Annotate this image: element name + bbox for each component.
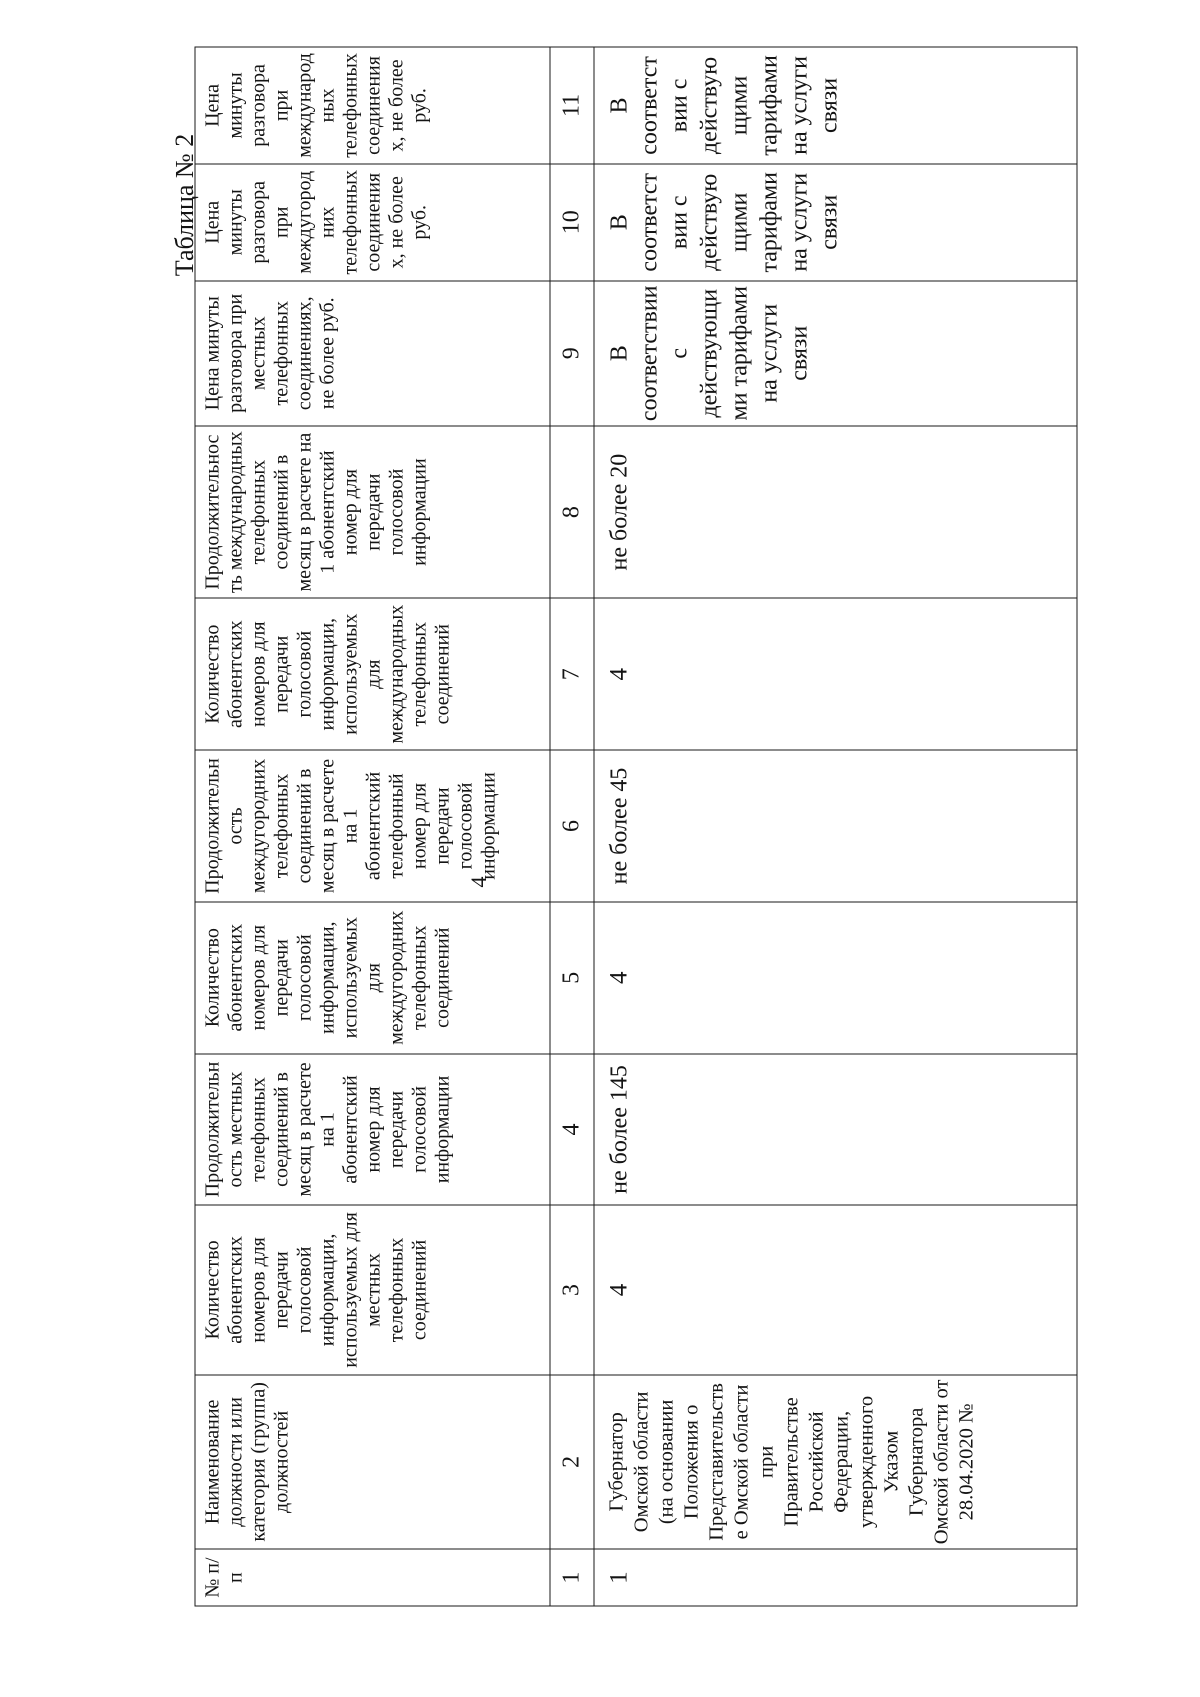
position-name-cell: Губернатор Омской области (на основании Положения о Представительстве Омской области при Правительстве Российской Федерации, утвержденного Указом Губернатора Омской области от 28.04.2020 №	[594, 1375, 1077, 1550]
longdistance-duration-cell: не более 45	[594, 750, 1077, 902]
header-cell: Продолжительность междугородних телефонных соединений в месяц в расчете на 1 абонентский телефонный номер для передачи голосовой информации	[195, 750, 550, 902]
header-cell: № п/п	[195, 1549, 550, 1606]
header-cell: Наименование должности или категория (группа) должностей	[195, 1375, 550, 1550]
column-number: 9	[550, 281, 595, 426]
table-header-row	[195, 47, 550, 1606]
column-number: 3	[550, 1205, 595, 1374]
row-number-cell: 1	[594, 1549, 1077, 1606]
tariff-table	[195, 47, 1078, 1607]
column-number: 10	[550, 164, 595, 281]
column-number-row	[550, 47, 595, 1606]
table-caption: Таблица № 2	[170, 133, 199, 277]
header-cell: Продолжительность местных телефонных соединений в месяц в расчете на 1 абонентский номер для передачи голосовой информации	[195, 1054, 550, 1206]
column-number: 4	[550, 1054, 595, 1206]
table-row	[594, 47, 1077, 1606]
column-number: 1	[550, 1549, 595, 1606]
header-cell: Количество абонентских номеров для передачи голосовой информации, используемых для международных телефонных соединений	[195, 598, 550, 750]
column-number: 6	[550, 750, 595, 902]
column-number: 5	[550, 902, 595, 1054]
header-cell: Цена минуты разговора при международных телефонных соединениях, не более руб.	[195, 47, 550, 164]
local-duration-cell: не более 145	[594, 1054, 1077, 1206]
column-number: 8	[550, 426, 595, 598]
header-cell: Цена минуты разговора при междугородних телефонных соединениях, не более руб.	[195, 164, 550, 281]
header-cell: Продолжительность международных телефонных соединений в месяц в расчете на 1 абонентский номер для передачи голосовой информации	[195, 426, 550, 598]
column-number: 2	[550, 1375, 595, 1550]
international-price-cell: В соответствии с действующими тарифами на услуги связи	[594, 47, 1077, 164]
column-number: 11	[550, 47, 595, 164]
column-number: 7	[550, 598, 595, 750]
header-cell: Цена минуты разговора при местных телефонных соединениях, не более руб.	[195, 281, 550, 426]
international-numbers-cell: 4	[594, 598, 1077, 750]
longdistance-numbers-cell: 4	[594, 902, 1077, 1054]
local-numbers-cell: 4	[594, 1205, 1077, 1374]
header-cell: Количество абонентских номеров для передачи голосовой информации, используемых для местных телефонных соединений	[195, 1205, 550, 1374]
header-cell: Количество абонентских номеров для передачи голосовой информации, используемых для междугородних телефонных соединений	[195, 902, 550, 1054]
local-price-cell: В соответствии с действующими тарифами на услуги связи	[594, 281, 1077, 426]
page-number: 4	[466, 876, 491, 888]
international-duration-cell: не более 20	[594, 426, 1077, 598]
longdistance-price-cell: В соответствии с действующими тарифами на услуги связи	[594, 164, 1077, 281]
